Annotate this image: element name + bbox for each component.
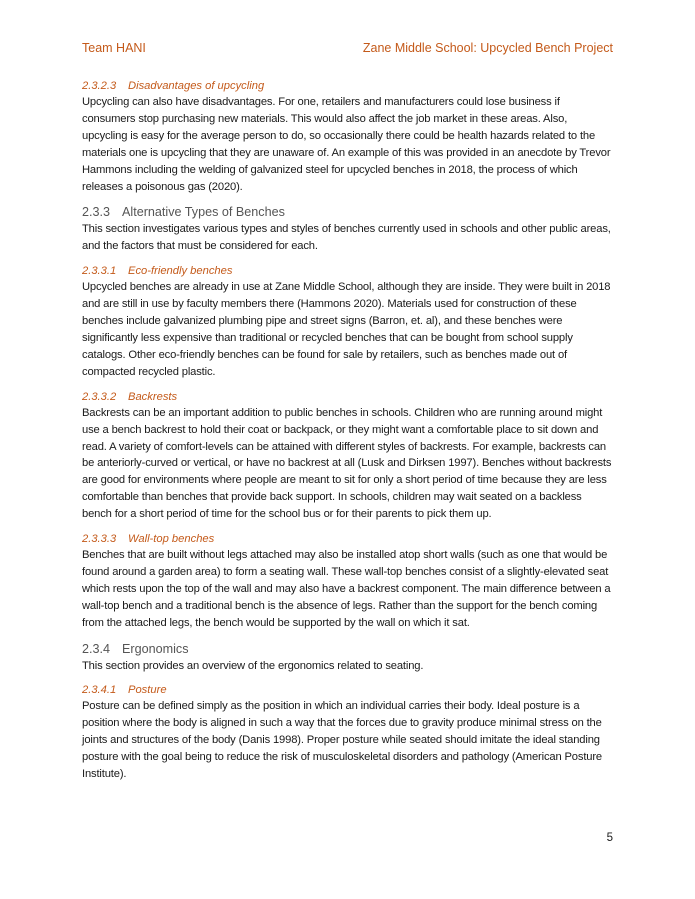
heading-number: 2.3.3 [82, 205, 111, 220]
paragraph-alternative-types-of-benches: This section investigates various types and styles of benches currently used in schools and other public areas, and the factors that must be considered for each. [82, 223, 611, 253]
document-body [82, 79, 613, 783]
page-number: 5 [606, 832, 613, 844]
page-header [82, 41, 613, 59]
paragraph-eco-friendly-benches: Upcycled benches are already in use at Zane Middle School, although they are inside. They were built in 2018 and are still in use by faculty members there (Hammons 2020). Materials used for construction of these benches include galvanized plumbing pipe and street signs (Barron, et. al), and these benches were significantly less expensive than traditional or recycled benches that can be bought from school supply catalogs. Other eco-friendly benches can be found for sale by retailers, such as benches made out of compacted recycled plastic. [82, 281, 611, 378]
heading-number: 2.3.4.1 [82, 684, 117, 697]
heading-title: Eco-friendly benches [128, 265, 233, 278]
heading-title: Posture [128, 684, 167, 697]
header-project-title: Zane Middle School: Upcycled Bench Project [362, 41, 613, 55]
heading-title: Alternative Types of Benches [122, 205, 285, 220]
heading-disadvantages-of-upcycling [82, 79, 613, 94]
heading-number: 2.3.4 [82, 641, 111, 656]
heading-number: 2.3.3.2 [82, 390, 117, 403]
heading-title: Ergonomics [122, 641, 189, 656]
paragraph-ergonomics: This section provides an overview of the ergonomics related to seating. [82, 659, 424, 672]
heading-eco-friendly-benches [82, 264, 613, 279]
paragraph-backrests: Backrests can be an important addition to public benches in schools. Children who are running around might use a bench backrest to hold their coat or backpack, or they might want a comfortable place to sit down and read. A variety of comfort-levels can be attained with different styles of backrests. For example, backrests can be anteriorly-curved or vertical, or have no backrest at all (Lusk and Dirksen 1997). Benches without backrests are good for environments where people are meant to sit for only a short period of time because they are less comfortable than benches that provide back support. In schools, children may wait seated on a backless bench for a short period of time for the school bus or for their parents to pick them up. [82, 406, 612, 521]
heading-number: 2.3.3.1 [82, 265, 117, 278]
header-team-name: Team HANI [82, 41, 146, 55]
heading-posture [82, 683, 613, 698]
heading-title: Wall-top benches [128, 533, 215, 546]
heading-wall-top-benches [82, 532, 613, 547]
paragraph-posture: Posture can be defined simply as the position in which an individual carries their body. Ideal posture is a position where the body is aligned in such a way that the forces due to gravity produce minimal stress on the joints and structures of the body (Danis 1998). Proper posture while seated should imitate the ideal standing posture with the goal being to reduce the risk of musculoskeletal disorders and pathology (American Posture Institute). [82, 700, 603, 781]
heading-title: Backrests [128, 390, 178, 403]
paragraph-disadvantages-of-upcycling: Upcycling can also have disadvantages. For one, retailers and manufacturers could lose business if consumers stop purchasing new materials. This would also affect the job market in these areas. Also, upcycling is easy for the average person to do, so occasionally there could be health hazards related to the materials one is upcycling that they are unaware of. An example of this was provided in an anecdote by Trevor Hammons including the welding of galvanized steel for upcycled benches in 2018, the process of which releases a poisonous gas (2020). [82, 96, 611, 193]
heading-backrests [82, 390, 613, 405]
heading-title: Disadvantages of upcycling [128, 80, 265, 92]
heading-number: 2.3.3.3 [82, 533, 117, 546]
heading-number: 2.3.2.3 [82, 80, 117, 92]
heading-ergonomics [82, 641, 613, 658]
paragraph-wall-top-benches: Benches that are built without legs attached may also be installed atop short walls (such as one that would be found around a garden area) to form a seating wall. These wall-top benches consist of a slightly-elevated seat which rests upon the top of the wall and may also have a backrest component. The main difference between a wall-top bench and a traditional bench is the absence of legs. Rather than the support for the bench coming from the attached legs, the bench would be supported by the wall on which it sat. [82, 549, 611, 629]
heading-alternative-types-of-benches [82, 204, 613, 221]
